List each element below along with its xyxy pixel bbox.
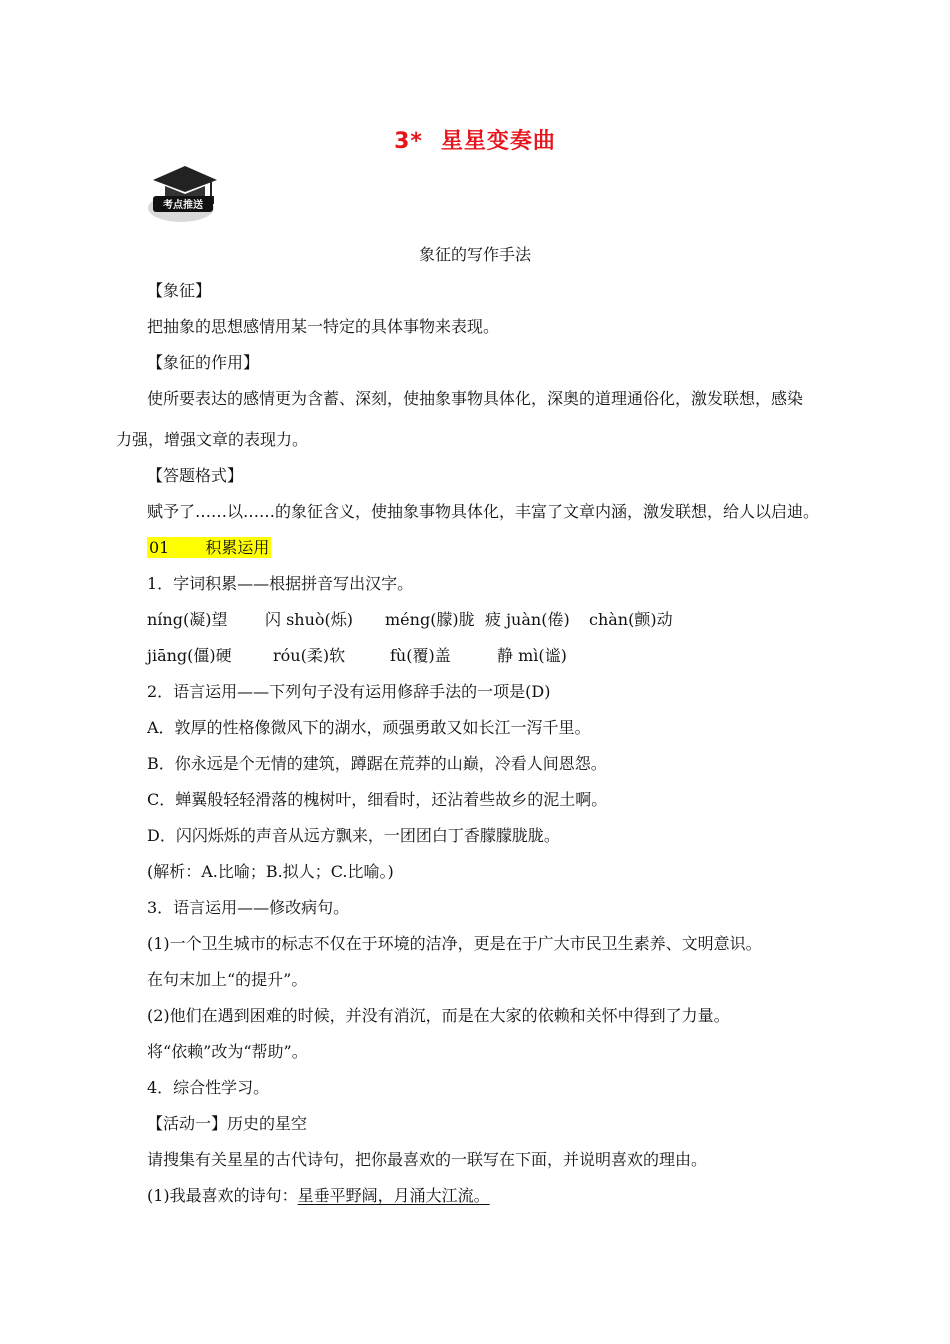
- lesson-title: 星星变奏曲: [440, 129, 556, 154]
- answer-label: (1)我最喜欢的诗句：: [147, 1186, 298, 1205]
- page-title: [0, 124, 950, 155]
- q2-analysis: (解析：A.比喻；B.拟人；C.比喻。): [147, 862, 394, 881]
- pinyin-item: chàn(颤)动: [589, 610, 673, 629]
- q4-prompt: 请搜集有关星星的古代诗句，把你最喜欢的一联写在下面，并说明喜欢的理由。: [147, 1150, 708, 1169]
- q3-sentence2: (2)他们在遇到困难的时候，并没有消沉，而是在大家的依赖和关怀中得到了力量。: [147, 1006, 730, 1025]
- graduation-cap-icon: [145, 158, 225, 224]
- lesson-number: 3*: [394, 129, 423, 154]
- symbol-label: 【象征】: [147, 281, 212, 300]
- symbol-definition: 把抽象的思想感情用某一特定的具体事物来表现。: [147, 317, 500, 336]
- activity-label: 【活动一】: [147, 1114, 228, 1133]
- symbol-effect-line2: 力强，增强文章的表现力。: [116, 430, 309, 449]
- q4-activity: [147, 1114, 307, 1134]
- pinyin-item: méng(朦)胧: [385, 610, 475, 629]
- q2-option-a: A．敦厚的性格像微风下的湖水，顽强勇敢又如长江一泻千里。: [147, 718, 591, 737]
- q2-option-c: C．蝉翼般轻轻滑落的槐树叶，细看时，还沾着些故乡的泥土啊。: [147, 790, 608, 809]
- pinyin-item: fù(覆)盖: [390, 646, 451, 665]
- section-number: 01: [149, 538, 170, 557]
- symbol-effect-line1: 使所要表达的感情更为含蓄、深刻，使抽象事物具体化，深奥的道理通俗化，激发联想，感染: [147, 389, 804, 408]
- q2-option-b: B．你永远是个无情的建筑，蹲踞在荒莽的山巅，冷看人间恩怨。: [147, 754, 607, 773]
- q3-answer1: 在句末加上“的提升”。: [147, 970, 308, 989]
- section-name: 积累运用: [205, 538, 270, 557]
- q4-stem: 4．综合性学习。: [147, 1078, 270, 1097]
- pinyin-item: róu(柔)软: [273, 646, 346, 665]
- q3-answer2: 将“依赖”改为“帮助”。: [147, 1042, 308, 1061]
- q1-row1: [147, 610, 673, 630]
- pinyin-item: 疲 juàn(倦): [485, 610, 570, 629]
- q3-sentence1: (1)一个卫生城市的标志不仅在于环境的洁净，更是在于广大市民卫生素养、文明意识。: [147, 934, 762, 953]
- pinyin-item: níng(凝)望: [147, 610, 228, 629]
- section-header: [147, 538, 271, 558]
- q3-stem: 3．语言运用——修改病句。: [147, 898, 350, 917]
- topic-heading: 象征的写作手法: [418, 245, 531, 264]
- q1-row2: [147, 646, 567, 666]
- activity-name: 历史的星空: [227, 1114, 308, 1133]
- symbol-effect-label: 【象征的作用】: [147, 353, 260, 372]
- pinyin-item: 静 mì(谧): [497, 646, 567, 665]
- answer-format-label: 【答题格式】: [147, 466, 244, 485]
- q4-answer-line: [147, 1186, 490, 1206]
- badge-text: 考点推送: [163, 200, 203, 211]
- pinyin-item: jiāng(僵)硬: [147, 646, 232, 665]
- q2-stem: 2．语言运用——下列句子没有运用修辞手法的一项是(D): [147, 682, 551, 701]
- poem-answer: 星垂平野阔，月涌大江流。: [297, 1186, 490, 1205]
- q1-stem: 1．字词积累——根据拼音写出汉字。: [147, 574, 414, 593]
- q2-option-d: D．闪闪烁烁的声音从远方飘来，一团团白丁香朦朦胧胧。: [147, 826, 560, 845]
- answer-format-text: 赋予了……以……的象征含义，使抽象事物具体化，丰富了文章内涵，激发联想，给人以启迪。: [147, 502, 820, 521]
- pinyin-item: 闪 shuò(烁): [265, 610, 354, 629]
